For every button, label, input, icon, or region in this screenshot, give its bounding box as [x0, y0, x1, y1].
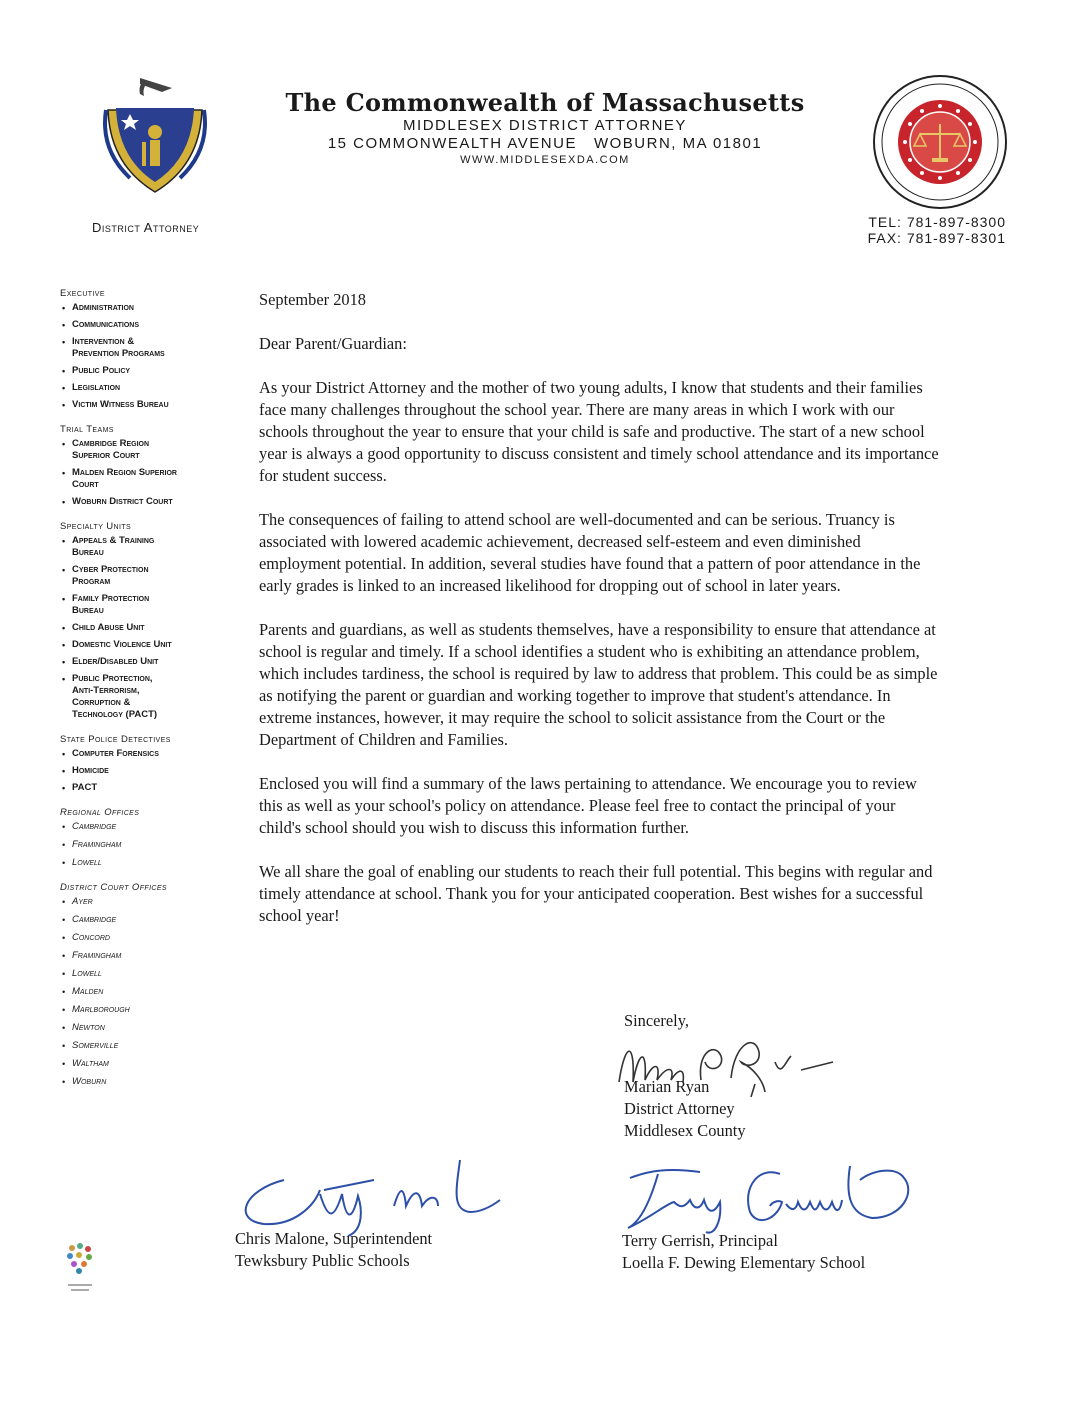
principal-name: Terry Gerrish, Principal [622, 1231, 778, 1250]
paragraph: As your District Attorney and the mother of two young adults, I know that students and their families face many challenges throughout the school year. There are many areas in which I work with our schools throughout the year to ensure that your child is safe and productive. The start of a new school year is always a good opportunity to discuss consistent and timely school attendance and its importance for student success. [259, 378, 939, 485]
da-name: Marian Ryan [624, 1077, 710, 1096]
fax-number: FAX: 781-897-8301 [867, 230, 1006, 246]
sidebar-section [60, 521, 240, 721]
sidebar-item: • Woburn District Court [60, 496, 240, 508]
district-attorney-label: District Attorney [92, 220, 200, 235]
da-title: District Attorney [624, 1099, 735, 1118]
sidebar-item: • Waltham [60, 1058, 240, 1070]
organization-title: The Commonwealth of Massachusetts [285, 88, 805, 117]
paragraph: Enclosed you will find a summary of the laws pertaining to attendance. We encourage you to review this as well as your school's policy on attendance. Please feel free to contact the principal of your child's school should you wish to discuss this information further. [259, 774, 917, 837]
sidebar-item: • Elder/Disabled Unit [60, 656, 240, 668]
sidebar-heading: Trial Teams [60, 424, 114, 435]
office-website: WWW.MIDDLESEXDA.COM [460, 154, 630, 166]
sidebar-item: • Ayer [60, 896, 240, 908]
salutation: Dear Parent/Guardian: [259, 334, 407, 353]
sidebar-section [60, 882, 240, 1088]
sidebar-item: • Communications [60, 319, 240, 331]
sidebar-item: • Intervention & Prevention Programs [60, 336, 240, 360]
sidebar-item: • PACT [60, 782, 240, 794]
sidebar-item: • Public Policy [60, 365, 240, 377]
telephone-number: TEL: 781-897-8300 [868, 214, 1006, 230]
footer-emblem-logo [62, 1240, 98, 1300]
sidebar-item: • Domestic Violence Unit [60, 639, 240, 651]
handwritten-signature-superintendent [224, 1150, 514, 1240]
paragraph: We all share the goal of enabling our students to reach their full potential. This begins with regular and timely attendance at school. Thank you for your anticipated cooperation. Best wishes for a successful school year! [259, 862, 933, 925]
sidebar-item: • Somerville [60, 1040, 240, 1052]
sidebar-item: • Lowell [60, 968, 240, 980]
sidebar-item: • Legislation [60, 382, 240, 394]
sidebar-item: • Cambridge Region Superior Court [60, 438, 240, 462]
massachusetts-seal-logo [100, 70, 210, 200]
sidebar-heading: District Court Offices [60, 882, 168, 893]
principal-org: Loella F. Dewing Elementary School [622, 1253, 866, 1272]
sidebar-item: • Woburn [60, 1076, 240, 1088]
paragraph: Parents and guardians, as well as students themselves, have a responsibility to ensure that attendance at school is regular and timely. If a school identifies a student who is exhibiting an attendance problem, which includes tardiness, the school is required by law to address that problem. This could be as simple as notifying the parent or guardian and working together to improve that student's attendance. In extreme instances, however, it may require the school to solicit assistance from the Court or the Department of Children and Families. [259, 620, 938, 749]
sidebar-item: • Marlborough [60, 1004, 240, 1016]
sidebar-item: • Cambridge [60, 821, 240, 833]
da-county: Middlesex County [624, 1121, 746, 1140]
district-attorney-badge-logo [866, 72, 1014, 212]
sidebar-item: • Lowell [60, 857, 240, 869]
letter-date: September 2018 [259, 290, 366, 309]
sidebar-item: • Malden Region Superior Court [60, 467, 240, 491]
sidebar-item: • Malden [60, 986, 240, 998]
sidebar-item: • Framingham [60, 950, 240, 962]
sidebar-section [60, 288, 240, 411]
closing: Sincerely, [624, 1011, 689, 1030]
sidebar-item: • Child Abuse Unit [60, 622, 240, 634]
letter-body [259, 289, 939, 949]
sidebar-heading: State Police Detectives [60, 734, 171, 745]
sidebar-heading: Regional Offices [60, 807, 140, 818]
sidebar-section [60, 424, 240, 508]
sidebar-item: • Concord [60, 932, 240, 944]
sidebar-item: • Homicide [60, 765, 240, 777]
sidebar-item: • Cambridge [60, 914, 240, 926]
office-address: 15 COMMONWEALTH AVENUE WOBURN, MA 01801 [327, 135, 763, 152]
sidebar-item: • Newton [60, 1022, 240, 1034]
paragraph: The consequences of failing to attend school are well-documented and can be serious. Truancy is associated with lowered academic achievement, decreased self-esteem and even diminished employment potential. In addition, several studies have found that a pattern of poor attendance in the early grades is linked to an increased likelihood for dropping out of school in later years. [259, 510, 921, 595]
office-name: MIDDLESEX DISTRICT ATTORNEY [403, 117, 687, 134]
superintendent-block [235, 1228, 432, 1272]
sidebar-item: • Computer Forensics [60, 748, 240, 760]
sidebar-item: • Administration [60, 302, 240, 314]
superintendent-name: Chris Malone, Superintendent [235, 1229, 433, 1248]
superintendent-org: Tewksbury Public Schools [235, 1251, 410, 1270]
sidebar-heading: Specialty Units [60, 521, 132, 532]
contact-numbers [852, 214, 1006, 246]
sidebar-item: • Public Protection, Anti-Terrorism, Corruption & Technology (PACT) [60, 673, 240, 721]
sidebar-section [60, 807, 240, 869]
sidebar-item: • Family Protection Bureau [60, 593, 240, 617]
department-sidebar [60, 288, 240, 1101]
sidebar-item: • Victim Witness Bureau [60, 399, 240, 411]
sidebar-heading: Executive [60, 288, 105, 299]
handwritten-signature-da [605, 1022, 835, 1097]
sidebar-item: • Cyber Protection Program [60, 564, 240, 588]
sidebar-section [60, 734, 240, 794]
handwritten-signature-principal [610, 1152, 920, 1238]
letterhead [250, 88, 840, 166]
sidebar-item: • Appeals & Training Bureau [60, 535, 240, 559]
principal-block [622, 1230, 865, 1274]
sidebar-item: • Framingham [60, 839, 240, 851]
